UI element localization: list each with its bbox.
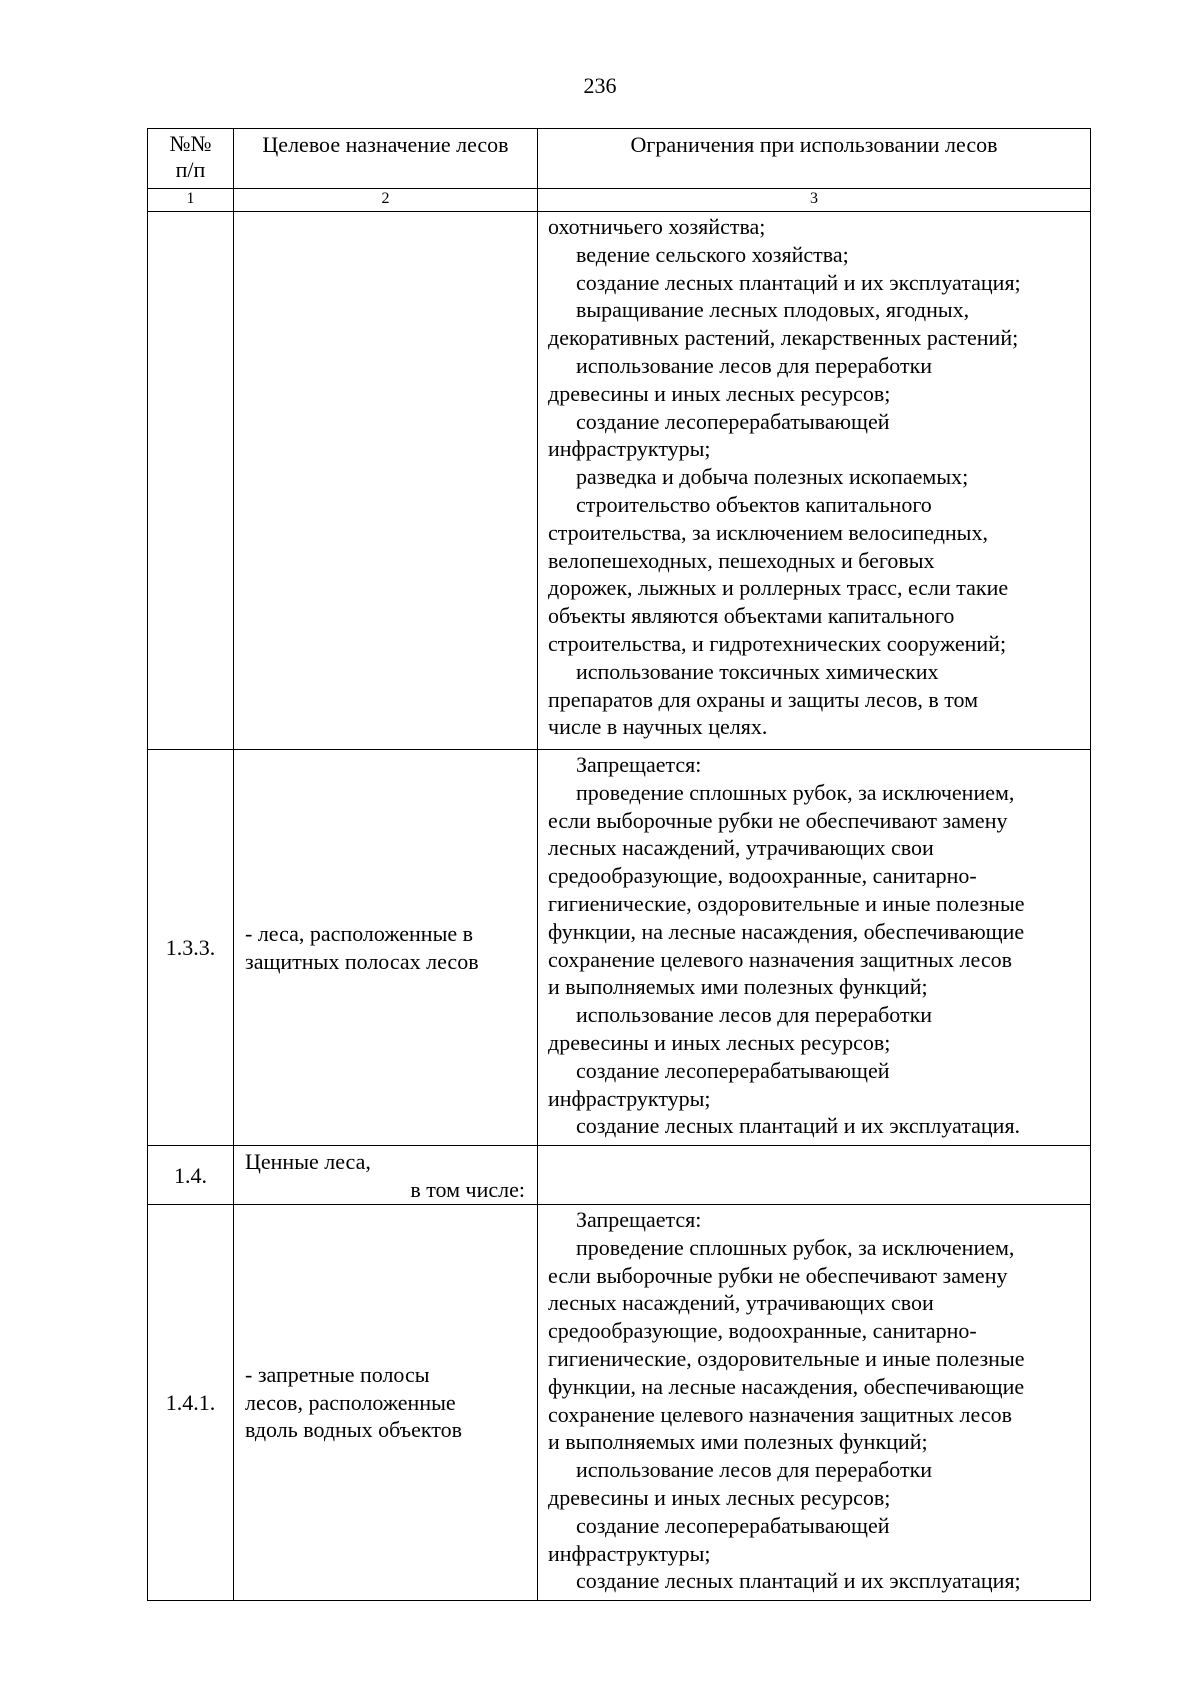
- page-number: 236: [583, 73, 617, 98]
- restriction-line: использование лесов для переработки: [576, 352, 933, 378]
- restriction-line: создание лесных плантаций и их эксплуатация;: [576, 1568, 1021, 1594]
- restriction-line: проведение сплошных рубок, за исключением,: [576, 779, 1015, 805]
- restriction-line: древесины и иных лесных ресурсов;: [548, 1484, 891, 1510]
- header-number-line: п/п: [175, 157, 206, 182]
- table-row: [148, 1146, 1091, 1205]
- header-number-line: №№: [169, 131, 212, 156]
- restriction-line: препаратов для охраны и защиты лесов, в том: [548, 686, 979, 712]
- row-number: 1.3.3.: [148, 750, 234, 1146]
- restriction-line: гигиенические, оздоровительные и иные полезные: [548, 890, 1025, 916]
- restriction-line: использование лесов для переработки: [576, 1002, 933, 1028]
- row-purpose-line: - запретные полосы: [245, 1361, 430, 1387]
- restriction-line: создание лесоперерабатывающей: [576, 1057, 890, 1083]
- restriction-line: сохранение целевого назначения защитных лесов: [548, 946, 1012, 972]
- header-restrictions: Ограничения при использовании лесов: [538, 129, 1091, 189]
- restriction-line: гигиенические, оздоровительные и иные полезные: [548, 1345, 1025, 1371]
- row-purpose-line: лесов, расположенные: [245, 1389, 456, 1415]
- restriction-line: лесных насаждений, утрачивающих свои: [548, 1290, 934, 1316]
- row-purpose: [234, 1205, 538, 1601]
- row-purpose-line: защитных полосах лесов: [245, 948, 479, 974]
- restriction-line: средообразующие, водоохранные, санитарно-: [548, 1318, 977, 1344]
- row-number: 1.4.1.: [148, 1205, 234, 1601]
- row-purpose: [234, 1146, 538, 1205]
- restriction-line: дорожек, лыжных и роллерных трасс, если такие: [548, 575, 1009, 601]
- header-purpose: Целевое назначение лесов: [234, 129, 538, 189]
- column-numbers-row: [148, 189, 1091, 212]
- restriction-line: и выполняемых ими полезных функций;: [548, 1429, 928, 1455]
- column-number: 3: [538, 189, 1091, 212]
- column-number: 1: [148, 189, 234, 212]
- row-restrictions: [538, 750, 1091, 1146]
- restriction-line: если выборочные рубки не обеспечивают замену: [548, 1262, 1008, 1288]
- restriction-line: функции, на лесные насаждения, обеспечивающие: [548, 918, 1025, 944]
- table-row: [148, 1205, 1091, 1601]
- restriction-line: сохранение целевого назначения защитных лесов: [548, 1401, 1012, 1427]
- restriction-line: охотничьего хозяйства;: [548, 214, 766, 239]
- table-row: [148, 750, 1091, 1146]
- row-restrictions: [538, 212, 1091, 750]
- restriction-line: если выборочные рубки не обеспечивают замену: [548, 807, 1008, 833]
- restriction-line: инфраструктуры;: [548, 1540, 711, 1566]
- restriction-line: велопешеходных, пешеходных и беговых: [548, 547, 935, 573]
- restriction-line: выращивание лесных плодовых, ягодных,: [576, 297, 970, 323]
- restriction-line: функции, на лесные насаждения, обеспечивающие: [548, 1373, 1025, 1399]
- restriction-line: создание лесоперерабатывающей: [576, 1512, 890, 1538]
- restriction-line: и выполняемых ими полезных функций;: [548, 974, 928, 1000]
- forest-restrictions-table: [147, 128, 1091, 1601]
- restriction-line: ведение сельского хозяйства;: [576, 241, 849, 267]
- row-number: 1.4.: [148, 1146, 234, 1205]
- restriction-line: проведение сплошных рубок, за исключением,: [576, 1234, 1015, 1260]
- restriction-line: использование токсичных химических: [576, 658, 939, 684]
- restriction-line: строительства, за исключением велосипедных,: [548, 519, 988, 545]
- restriction-line: строительство объектов капитального: [576, 491, 932, 517]
- row-number: [148, 212, 234, 750]
- restriction-line: объекты являются объектами капитального: [548, 603, 955, 629]
- restriction-line: создание лесных плантаций и их эксплуатация.: [576, 1113, 1021, 1139]
- restriction-line: древесины и иных лесных ресурсов;: [548, 1029, 891, 1055]
- restriction-line: инфраструктуры;: [548, 436, 711, 462]
- restriction-line: использование лесов для переработки: [576, 1457, 933, 1483]
- restriction-line: инфраструктуры;: [548, 1085, 711, 1111]
- column-number: 2: [234, 189, 538, 212]
- restriction-line: древесины и иных лесных ресурсов;: [548, 380, 891, 406]
- restriction-line: декоративных растений, лекарственных растений;: [548, 325, 1019, 351]
- restriction-line: создание лесных плантаций и их эксплуатация;: [576, 269, 1021, 295]
- restriction-line: строительства, и гидротехнических сооружений;: [548, 630, 1007, 656]
- row-purpose: [234, 750, 538, 1146]
- row-restrictions: [538, 1205, 1091, 1601]
- restriction-line: лесных насаждений, утрачивающих свои: [548, 835, 934, 861]
- row-purpose: [234, 212, 538, 750]
- header-number: [148, 129, 234, 189]
- row-restrictions: [538, 1146, 1091, 1205]
- restriction-line: разведка и добыча полезных ископаемых;: [576, 464, 969, 490]
- restriction-line: средообразующие, водоохранные, санитарно-: [548, 863, 977, 889]
- row-purpose-line: вдоль водных объектов: [245, 1417, 463, 1443]
- row-purpose-line: - леса, расположенные в: [245, 920, 474, 946]
- restriction-line: создание лесоперерабатывающей: [576, 408, 890, 434]
- table-row: [148, 212, 1091, 750]
- row-purpose-line: Ценные леса,: [245, 1149, 371, 1174]
- restriction-line: Запрещается:: [576, 752, 702, 777]
- table-header-row: [148, 129, 1091, 189]
- restriction-line: числе в научных целях.: [548, 714, 768, 740]
- restriction-line: Запрещается:: [576, 1207, 702, 1232]
- row-purpose-subline: в том числе:: [410, 1176, 525, 1202]
